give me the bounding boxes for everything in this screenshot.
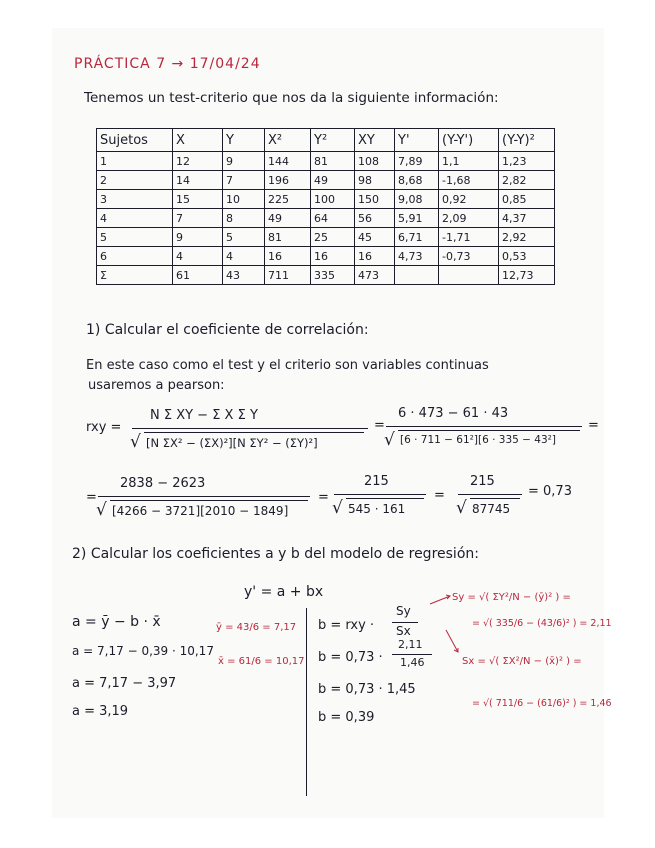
b-formula-left: b = rxy · [318,618,375,633]
equals-sign: = [374,418,385,433]
column-header: (Y-Y)² [499,129,555,152]
section2-heading: 2) Calcular los coeficientes a y b del modelo de regresión: [72,546,479,562]
table-cell [439,266,499,285]
sy-result: = √( 335/6 − (43/6)² ) = 2,11 [472,618,612,629]
step3-numerator: 215 [364,474,389,489]
correlation-result: = 0,73 [528,484,572,499]
table-cell: 1 [97,152,173,171]
column-header: Y² [311,129,355,152]
pearson-numerator: N Σ XY − Σ X Σ Y [150,408,258,423]
sy-formula: Sy = √( ΣY²/N − (ȳ)² ) = [452,592,571,603]
b-formula-num: Sy [396,604,411,618]
table-cell: 15 [173,190,223,209]
a-substitution: a = 7,17 − 0,39 · 10,17 [72,644,214,658]
column-header: Sujetos [97,129,173,152]
table-cell: 5 [223,228,265,247]
sqrt-bar [398,430,580,431]
y-mean: ȳ = 43/6 = 7,17 [216,622,297,633]
table-cell: 9 [173,228,223,247]
section1-text-line1: En este caso como el test y el criterio son variables continuas [86,358,489,373]
table-cell: 711 [265,266,311,285]
sqrt-bar [110,500,308,501]
table-cell: 5 [97,228,173,247]
table-cell: 12,73 [499,266,555,285]
b-sub-den: 1,46 [400,656,425,669]
table-cell: 2,09 [439,209,499,228]
b-sub-num: 2,11 [398,638,423,651]
table-cell: 61 [173,266,223,285]
table-cell: 45 [355,228,395,247]
table-cell: 81 [311,152,355,171]
table-cell: 100 [311,190,355,209]
table-cell: 0,53 [499,247,555,266]
table-cell: 5,91 [395,209,439,228]
a-step: a = 7,17 − 3,97 [72,676,177,691]
fraction-bar [132,428,368,429]
table-cell: 196 [265,171,311,190]
table-cell: 25 [311,228,355,247]
table-cell: 12 [173,152,223,171]
arrow-to-sy-icon [430,596,450,604]
divider-line [306,608,307,796]
table-cell: 16 [355,247,395,266]
sx-formula: Sx = √( ΣX²/N − (x̄)² ) = [462,656,582,667]
table-cell: 1,23 [499,152,555,171]
pearson-denominator: [N ΣX² − (ΣX)²][N ΣY² − (ΣY)²] [146,436,318,450]
table-cell: -1,71 [439,228,499,247]
b-step: b = 0,73 · 1,45 [318,682,416,697]
sqrt-symbol: √ [456,498,467,518]
sqrt-symbol: √ [332,498,343,518]
table-cell: 150 [355,190,395,209]
equals-sign: = [434,488,445,503]
table-cell: 2 [97,171,173,190]
table-cell: 43 [223,266,265,285]
x-mean: x̄ = 61/6 = 10,17 [218,656,305,667]
equals-sign: = [588,418,599,433]
table-cell: 8,68 [395,171,439,190]
step3-denominator: 545 · 161 [348,502,406,516]
table-cell: 7 [223,171,265,190]
table-cell: 14 [173,171,223,190]
table-cell: 0,85 [499,190,555,209]
table-cell: 16 [311,247,355,266]
table-row [97,190,555,209]
sqrt-symbol: √ [384,430,395,450]
regression-model: y' = a + bx [244,584,324,600]
table-cell: 8 [223,209,265,228]
fraction-bar [392,622,418,623]
table-cell: 6 [97,247,173,266]
table-row [97,228,555,247]
table-cell: -1,68 [439,171,499,190]
substituted-denominator: [6 · 711 − 61²][6 · 335 − 43²] [400,434,556,446]
table-cell: 4 [173,247,223,266]
table-cell: 9,08 [395,190,439,209]
table-cell: 98 [355,171,395,190]
sx-result: = √( 711/6 − (61/6)² ) = 1,46 [472,698,612,709]
section1-heading: 1) Calcular el coeficiente de correlación: [86,322,369,338]
table-cell: 10 [223,190,265,209]
table-cell: 49 [311,171,355,190]
table-row [97,247,555,266]
b-result: b = 0,39 [318,710,375,725]
table-cell: 144 [265,152,311,171]
table-cell: 225 [265,190,311,209]
arrows [428,590,468,670]
arrow-to-sx-icon [446,630,458,652]
table-cell: 335 [311,266,355,285]
substituted-numerator: 6 · 473 − 61 · 43 [398,406,509,421]
table-cell: 64 [311,209,355,228]
fraction-bar [334,494,426,495]
table-header-row [97,129,555,152]
sqrt-symbol: √ [96,500,107,520]
a-result: a = 3,19 [72,704,129,719]
sqrt-bar [346,498,424,499]
table-row [97,152,555,171]
data-table [96,128,555,285]
table-cell: 2,82 [499,171,555,190]
fraction-bar [458,494,522,495]
section1-text-line2: usaremos a pearson: [88,378,225,393]
fraction-bar [386,426,582,427]
rxy-label: rxy = [86,420,122,435]
intro-text: Tenemos un test-criterio que nos da la siguiente información: [84,90,499,106]
table-cell: 4,73 [395,247,439,266]
table-cell: 2,92 [499,228,555,247]
column-header: Y' [395,129,439,152]
table-cell: 56 [355,209,395,228]
table-cell: 108 [355,152,395,171]
b-formula-den: Sx [396,624,411,638]
equals-sign: = [318,490,329,505]
fraction-bar [98,496,310,497]
step4-numerator: 215 [470,474,495,489]
step2-numerator: 2838 − 2623 [120,476,206,491]
column-header: X [173,129,223,152]
b-sub-left: b = 0,73 · [318,650,383,665]
sqrt-symbol: √ [130,432,141,452]
step4-denominator: 87745 [472,502,511,516]
page-title: PRÁCTICA 7 → 17/04/24 [74,56,261,72]
table-cell: 4 [223,247,265,266]
table-cell: Σ [97,266,173,285]
table-cell [395,266,439,285]
table-cell: 3 [97,190,173,209]
column-header: (Y-Y') [439,129,499,152]
fraction-bar [392,654,432,655]
table-cell: 7 [173,209,223,228]
table-cell: -0,73 [439,247,499,266]
sqrt-bar [144,432,364,433]
table-cell: 0,92 [439,190,499,209]
table-cell: 49 [265,209,311,228]
table-cell: 6,71 [395,228,439,247]
sqrt-bar [470,498,520,499]
column-header: X² [265,129,311,152]
equals-sign: = [86,490,97,505]
table-cell: 7,89 [395,152,439,171]
table-cell: 4,37 [499,209,555,228]
table-row [97,266,555,285]
table-cell: 1,1 [439,152,499,171]
step2-denominator: [4266 − 3721][2010 − 1849] [112,504,289,518]
column-header: XY [355,129,395,152]
table-row [97,209,555,228]
table-cell: 4 [97,209,173,228]
table-row [97,171,555,190]
table-cell: 9 [223,152,265,171]
column-header: Y [223,129,265,152]
table-cell: 81 [265,228,311,247]
table-cell: 473 [355,266,395,285]
a-formula: a = ȳ − b · x̄ [72,614,161,630]
table-cell: 16 [265,247,311,266]
